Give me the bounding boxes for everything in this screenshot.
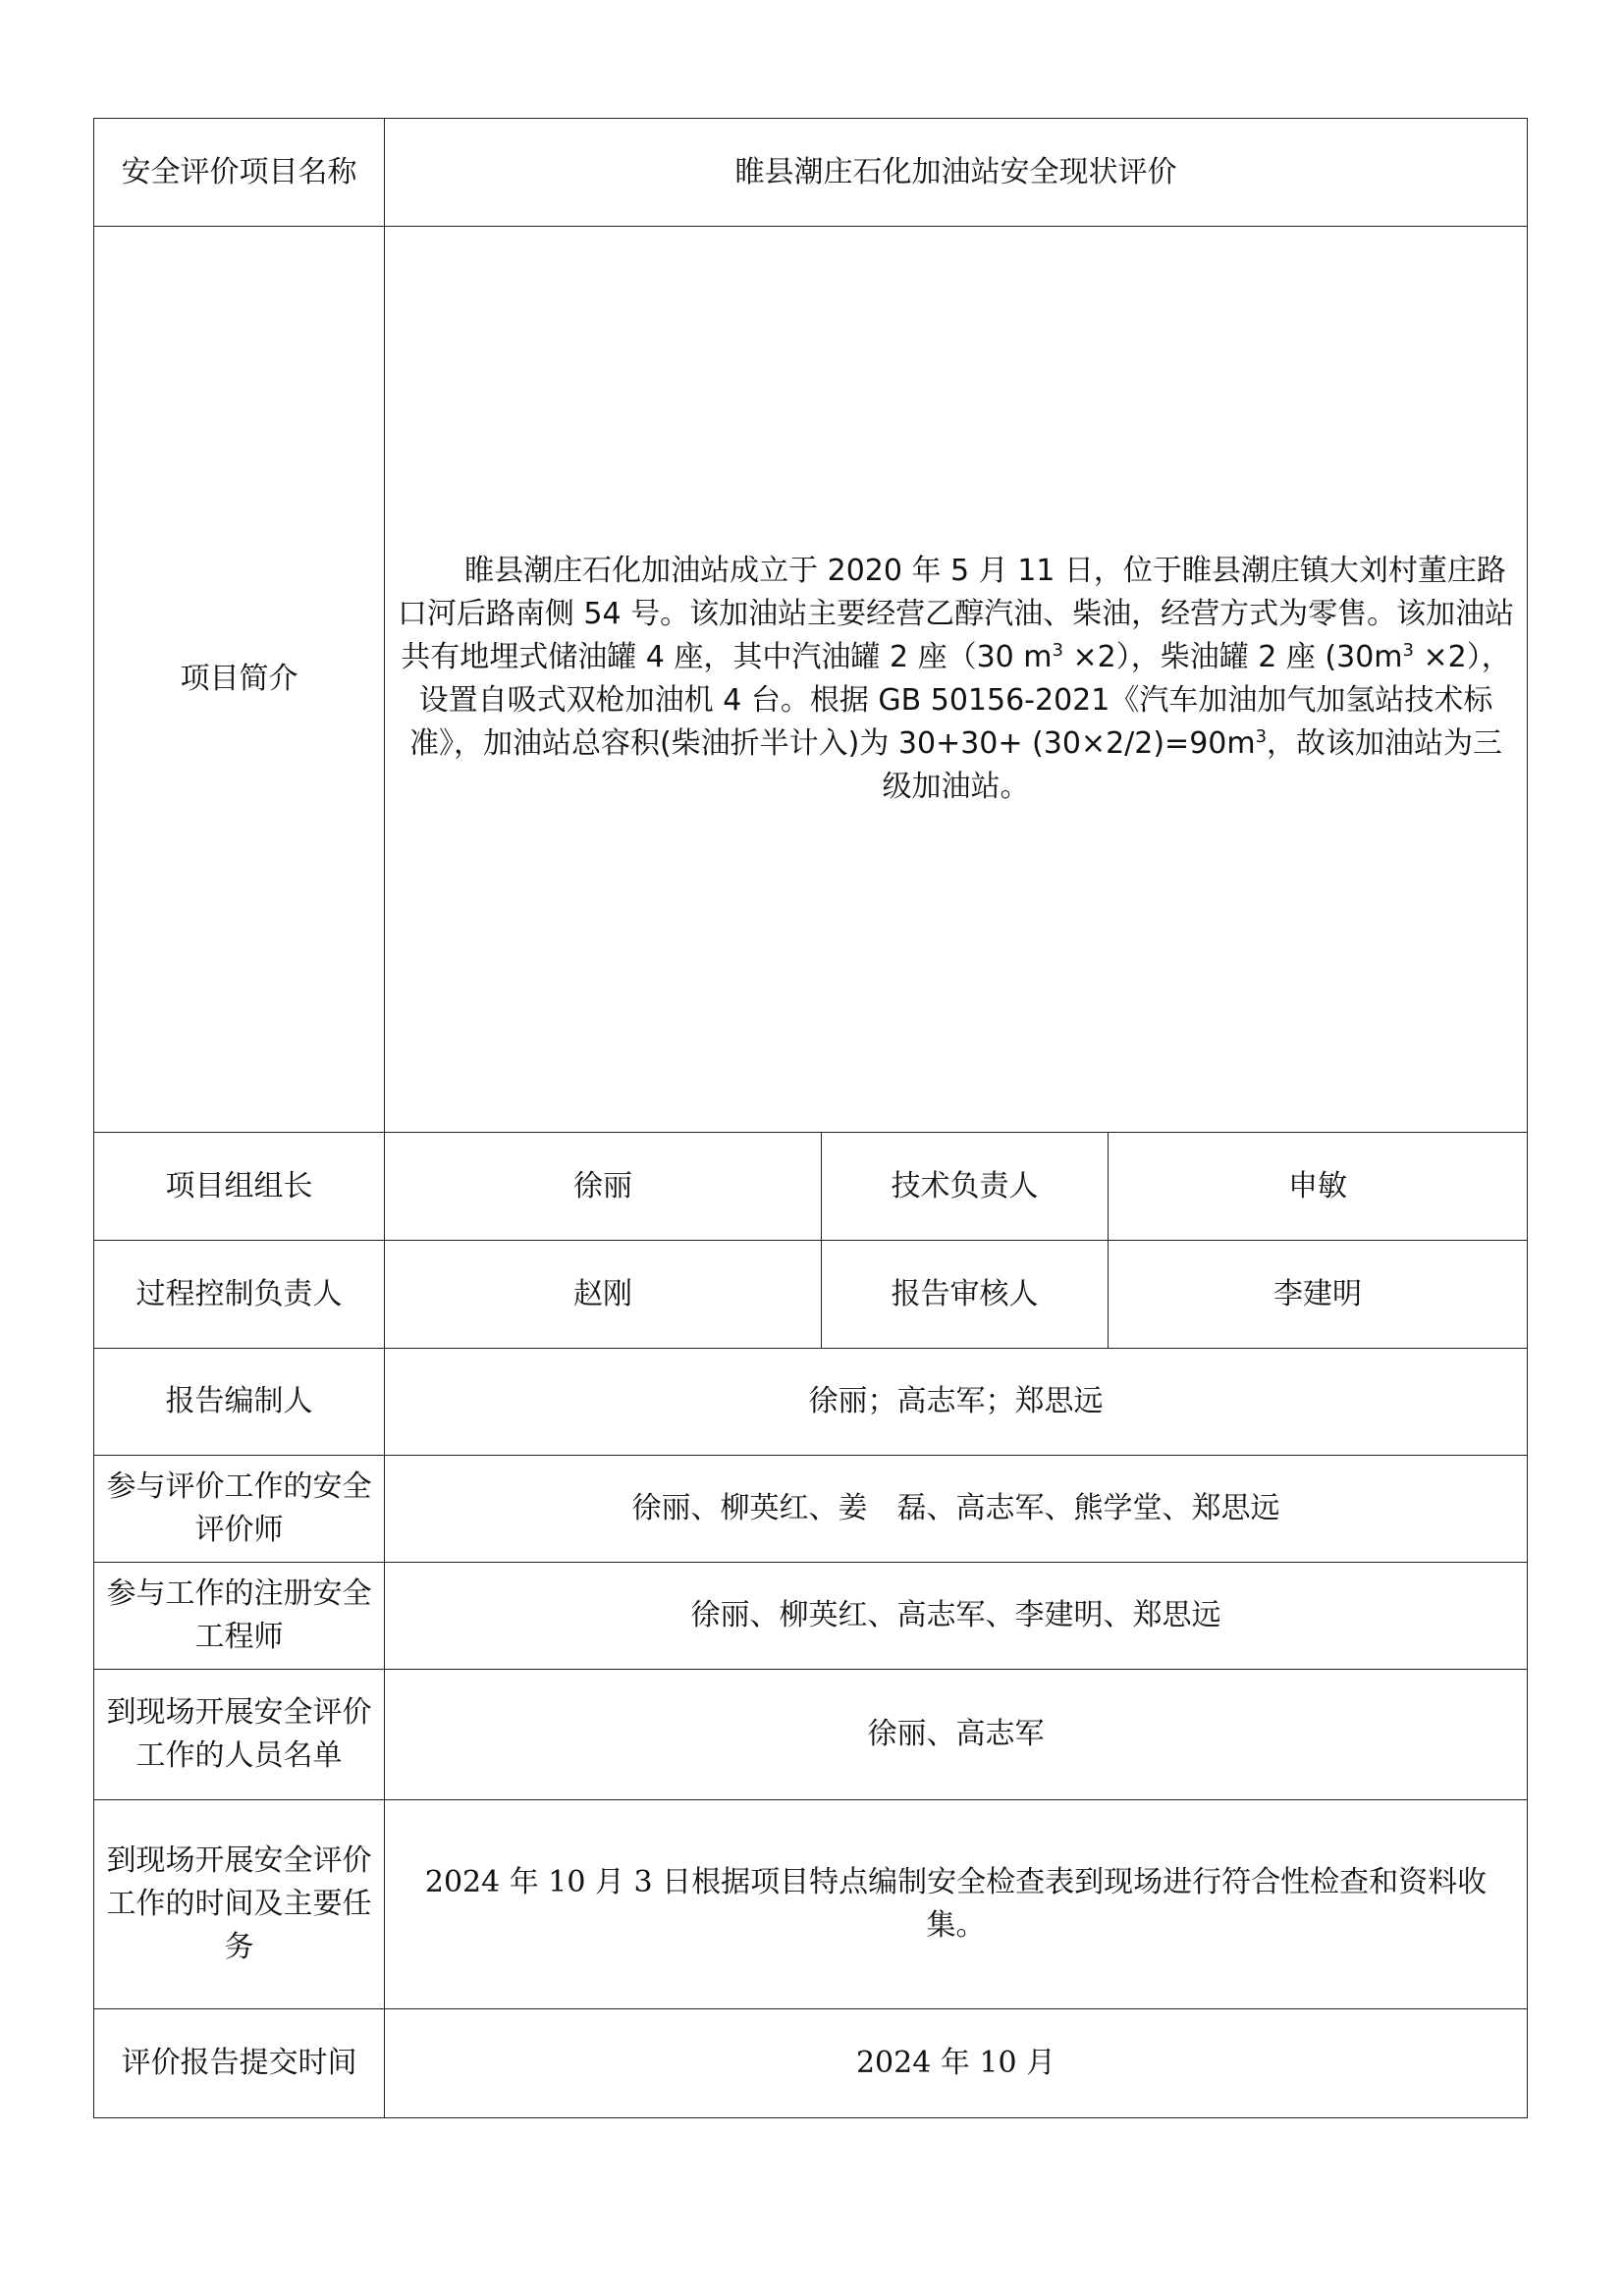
row-onsite-staff (94, 1670, 1528, 1800)
intro-text-part-a: 睢县潮庄石化加油站成立于 2020 年 5 月 11 日，位于睢县潮庄镇大刘村董庄路口河后路南侧 54 号。该加油站主要经营乙醇汽油、柴油，经营方式为零售。该加油站共有地埋式储油罐 4 座，其中汽油罐 2 座（30 m (397, 554, 1515, 674)
report-author-value: 徐丽；高志军；郑思远 (385, 1349, 1528, 1456)
intro-text-part-b: ×2），柴油罐 2 座 (30m (1062, 640, 1403, 674)
row-project-name (94, 119, 1528, 227)
team-leader-value: 徐丽 (385, 1133, 822, 1241)
onsite-staff-value: 徐丽、高志军 (385, 1670, 1528, 1800)
onsite-time-value: 2024 年 10 月 3 日根据项目特点编制安全检查表到现场进行符合性检查和资料收集。 (385, 1800, 1528, 2009)
cubic-superscript-1: 3 (1052, 640, 1063, 661)
process-control-value: 赵刚 (385, 1241, 822, 1349)
evaluators-label: 参与评价工作的安全评价师 (94, 1456, 385, 1563)
evaluators-value: 徐丽、柳英红、姜 磊、高志军、熊学堂、郑思远 (385, 1456, 1528, 1563)
team-leader-label: 项目组组长 (94, 1133, 385, 1241)
process-control-label: 过程控制负责人 (94, 1241, 385, 1349)
project-intro-text (385, 227, 1528, 1133)
project-info-table (93, 118, 1528, 2118)
submit-time-value: 2024 年 10 月 (385, 2009, 1528, 2118)
intro-text-part-c: ×2），设置自吸式双枪加油机 4 台。根据 GB 50156-2021《汽车加油加气加氢站技术标准》，加油站总容积(柴油折半计入)为 30+30+ (30×2/2)=90m (408, 640, 1511, 761)
row-submit-time (94, 2009, 1528, 2118)
row-report-author (94, 1349, 1528, 1456)
submit-time-label: 评价报告提交时间 (94, 2009, 385, 2118)
project-intro-label: 项目简介 (94, 227, 385, 1133)
row-project-intro (94, 227, 1528, 1133)
project-name-value: 睢县潮庄石化加油站安全现状评价 (385, 119, 1528, 227)
cubic-superscript-3: 3 (1255, 726, 1268, 747)
onsite-staff-label: 到现场开展安全评价工作的人员名单 (94, 1670, 385, 1800)
row-team-leader (94, 1133, 1528, 1241)
row-evaluators (94, 1456, 1528, 1563)
report-author-label: 报告编制人 (94, 1349, 385, 1456)
project-name-label: 安全评价项目名称 (94, 119, 385, 227)
intro-text-part-d: ，故该加油站为三级加油站。 (882, 726, 1503, 804)
row-process-control (94, 1241, 1528, 1349)
cubic-superscript-2: 3 (1402, 640, 1414, 661)
tech-lead-value: 申敏 (1109, 1133, 1528, 1241)
engineers-label: 参与工作的注册安全工程师 (94, 1563, 385, 1670)
row-onsite-time (94, 1800, 1528, 2009)
tech-lead-label: 技术负责人 (822, 1133, 1109, 1241)
engineers-value: 徐丽、柳英红、高志军、李建明、郑思远 (385, 1563, 1528, 1670)
report-reviewer-label: 报告审核人 (822, 1241, 1109, 1349)
report-reviewer-value: 李建明 (1109, 1241, 1528, 1349)
row-registered-engineers (94, 1563, 1528, 1670)
onsite-time-label: 到现场开展安全评价工作的时间及主要任务 (94, 1800, 385, 2009)
